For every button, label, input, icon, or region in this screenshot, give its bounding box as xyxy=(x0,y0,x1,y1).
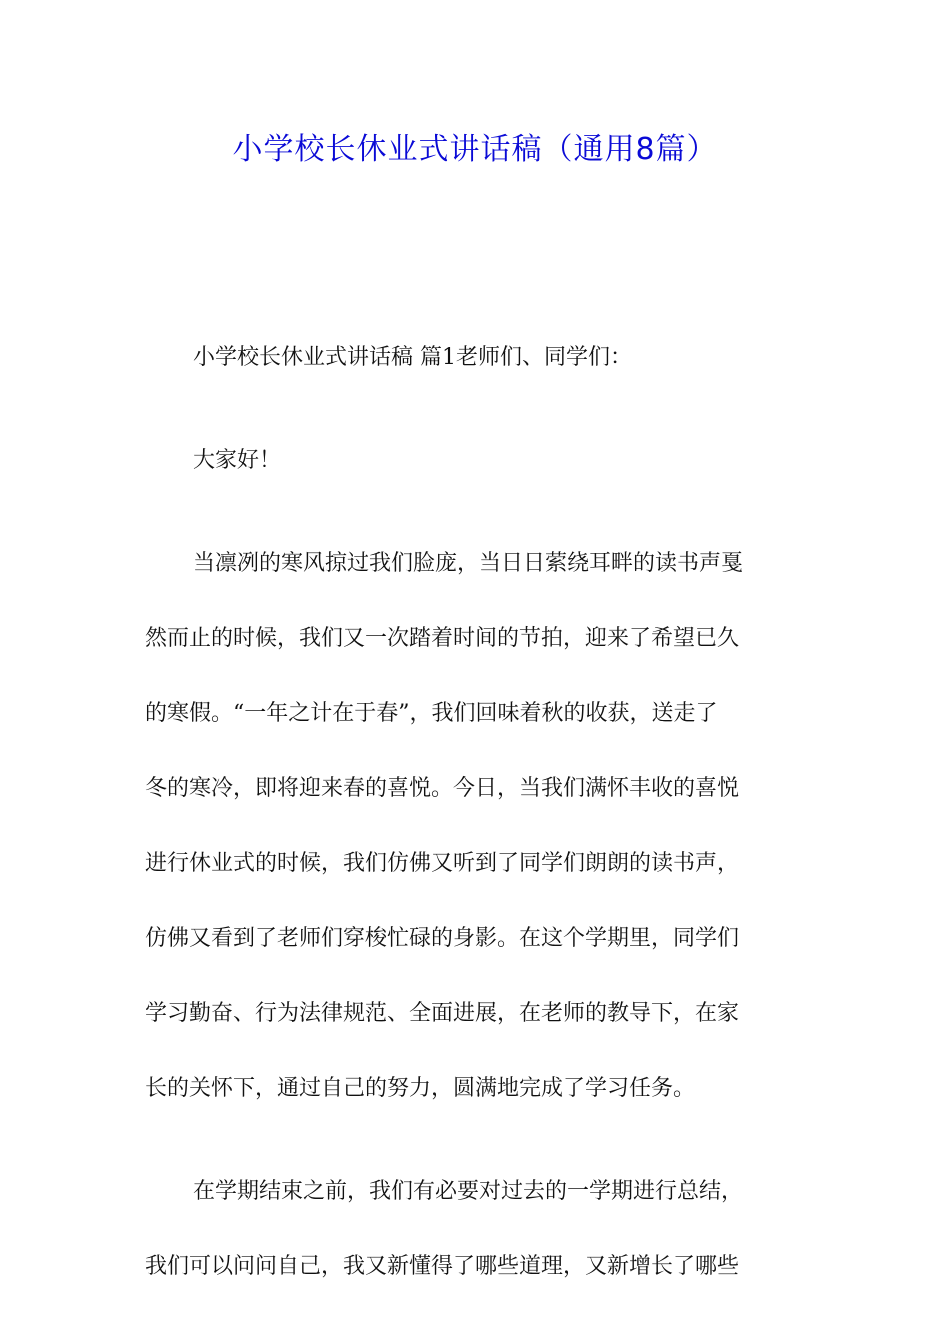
paragraph-line: 的寒假。“一年之计在于春”，我们回味着秋的收获，送走了 xyxy=(145,701,718,726)
paragraph-line: 然而止的时候，我们又一次踏着时间的节拍，迎来了希望已久 xyxy=(145,626,740,651)
paragraph-3 xyxy=(145,541,805,1112)
paragraph-4 xyxy=(145,1169,805,1290)
paragraph-line: 在学期结束之前，我们有必要对过去的一学期进行总结， xyxy=(193,1179,744,1204)
paragraph-line: 大家好！ xyxy=(193,448,282,473)
paragraph-line: 仿佛又看到了老师们穿梭忙碌的身影。在这个学期里，同学们 xyxy=(145,926,740,951)
paragraph-line: 冬的寒冷，即将迎来春的喜悦。今日，当我们满怀丰收的喜悦 xyxy=(145,776,740,801)
paragraph-line: 进行休业式的时候，我们仿佛又听到了同学们朗朗的读书声， xyxy=(145,851,740,876)
paragraph-line: 我们可以问问自己，我又新懂得了哪些道理，又新增长了哪些 xyxy=(145,1254,740,1279)
paragraph-2 xyxy=(145,438,805,484)
paragraph-line: 长的关怀下，通过自己的努力，圆满地完成了学习任务。 xyxy=(145,1076,696,1101)
paragraph-line: 学习勤奋、行为法律规范、全面进展，在老师的教导下，在家 xyxy=(145,1001,740,1026)
document-title: 小学校长休业式讲话稿（通用8篇） xyxy=(232,132,718,167)
document-body xyxy=(145,335,805,1318)
paragraph-line: 当凛冽的寒风掠过我们脸庞，当日日萦绕耳畔的读书声戛 xyxy=(193,551,744,576)
paragraph-1 xyxy=(145,335,805,381)
paragraph-line: 小学校长休业式讲话稿 篇1老师们、同学们： xyxy=(193,345,632,370)
